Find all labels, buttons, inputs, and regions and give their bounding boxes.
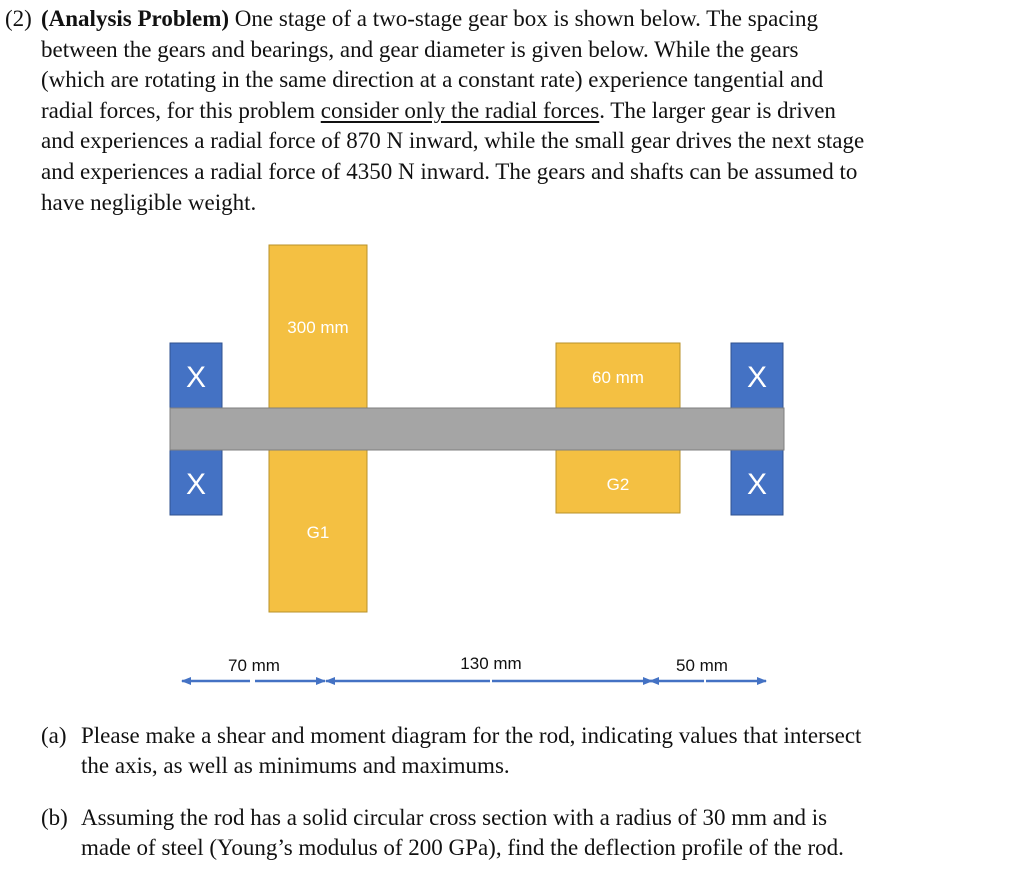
bearing-x-symbol: X	[185, 468, 207, 501]
shaft	[170, 408, 784, 450]
part-a	[0, 721, 1010, 781]
gear-1-diameter-label: 300 mm	[287, 318, 349, 337]
part-a-line-1: Please make a shear and moment diagram for the rod, indicating values that intersect	[81, 723, 862, 748]
bearing-x-symbol: X	[746, 468, 768, 501]
problem-number: (2)	[5, 6, 32, 31]
problem-heading: (Analysis Problem)	[41, 6, 230, 31]
part-b-line-2: made of steel (Young’s modulus of 200 GPa), find the deflection profile of the rod.	[81, 835, 844, 860]
bearing-x-symbol: X	[746, 361, 768, 394]
problem-line-2: between the gears and bearings, and gear diameter is given below. While the gears	[41, 36, 799, 62]
gear-2-diameter-label: 60 mm	[592, 368, 644, 387]
dimension-label-50: 50 mm	[676, 656, 728, 675]
problem-line-6: and experiences a radial force of 4350 N inward. The gears and shafts can be assumed to	[41, 158, 858, 184]
problem-line-7: have negligible weight.	[41, 189, 257, 215]
problem-line-5: and experiences a radial force of 870 N inward, while the small gear drives the next stage	[41, 128, 865, 154]
underlined-phrase: consider only the radial forces	[320, 97, 600, 123]
part-a-tag: (a)	[41, 723, 67, 748]
bearing-x-symbol: X	[185, 361, 207, 394]
part-a-line-2: the axis, as well as minimums and maximums.	[81, 753, 510, 778]
gear-2-label: G2	[606, 475, 630, 494]
dimension-label-70: 70 mm	[228, 656, 280, 675]
part-b-tag: (b)	[41, 805, 68, 830]
problem-line-4: radial forces, for this problem consider only the radial forces. The larger gear is driven	[41, 97, 836, 123]
problem-line-3: (which are rotating in the same direction at a constant rate) experience tangential and	[41, 67, 824, 93]
problem-line-1: (Analysis Problem) One stage of a two-stage gear box is shown below. The spacing	[41, 6, 818, 31]
gear-1-label: G1	[306, 523, 330, 542]
part-b	[0, 803, 1010, 863]
part-b-line-1: Assuming the rod has a solid circular cross section with a radius of 30 mm and is	[81, 805, 828, 830]
dimension-label-130: 130 mm	[460, 654, 522, 673]
